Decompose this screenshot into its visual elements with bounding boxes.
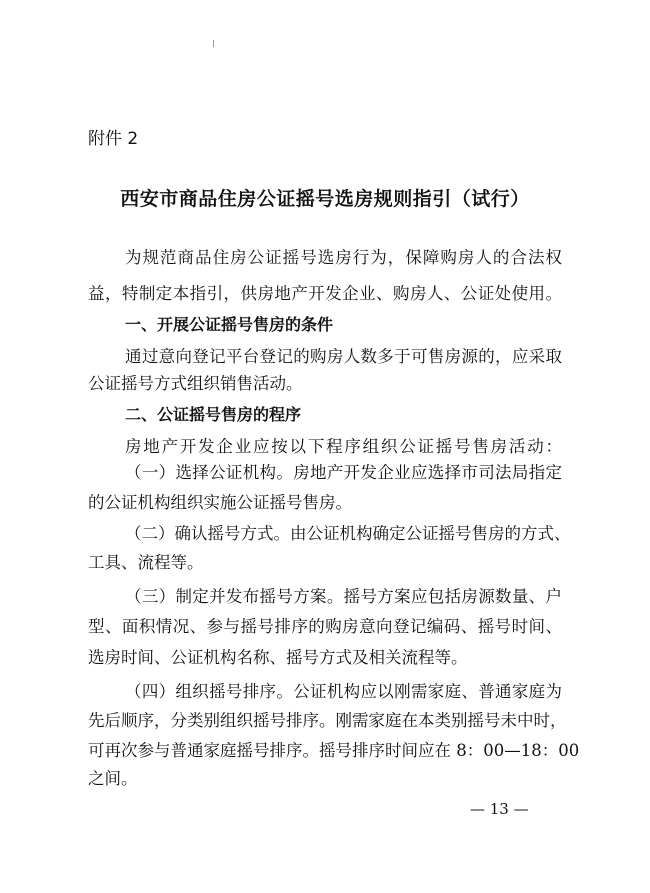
paragraph-line: 先后顺序，分类别组织摇号排序。刚需家庭在本类别摇号未中时， bbox=[88, 711, 567, 730]
paragraph-line: （四）组织摇号排序。公证机构应以刚需家庭、普通家庭为 bbox=[125, 682, 562, 701]
paragraph-line: （三）制定并发布摇号方案。摇号方案应包括房源数量、户 bbox=[125, 587, 562, 606]
scan-mark bbox=[213, 40, 214, 47]
paragraph-line: 通过意向登记平台登记的购房人数多于可售房源的，应采取 bbox=[125, 347, 562, 366]
paragraph-line: （一）选择公证机构。房地产开发企业应选择市司法局指定 bbox=[125, 463, 562, 482]
attachment-label: 附件 2 bbox=[88, 129, 139, 149]
paragraph-line: 为规范商品住房公证摇号选房行为，保障购房人的合法权 bbox=[125, 248, 562, 267]
paragraph-line: 公证摇号方式组织销售活动。 bbox=[88, 374, 303, 393]
section-heading-1: 一、开展公证摇号售房的条件 bbox=[125, 315, 334, 334]
paragraph-line: 的公证机构组织实施公证摇号售房。 bbox=[88, 493, 352, 512]
paragraph-line: 可再次参与普通家庭摇号排序。摇号排序时间应在 8：00—18：00 bbox=[88, 741, 580, 760]
section-heading-2: 二、公证摇号售房的程序 bbox=[125, 405, 302, 424]
paragraph-line: 之间。 bbox=[88, 769, 138, 788]
document-title: 西安市商品住房公证摇号选房规则指引（试行） bbox=[120, 188, 530, 210]
paragraph-line: （二）确认摇号方式。由公证机构确定公证摇号售房的方式、 bbox=[125, 524, 571, 543]
paragraph-line: 益，特制定本指引，供房地产开发企业、购房人、公证处使用。 bbox=[88, 284, 562, 303]
paragraph-line: 工具、流程等。 bbox=[88, 553, 204, 572]
paragraph-line: 选房时间、公证机构名称、摇号方式及相关流程等。 bbox=[88, 648, 468, 667]
page-number: — 13 — bbox=[470, 800, 529, 818]
paragraph-line: 房地产开发企业应按以下程序组织公证摇号售房活动： bbox=[125, 437, 562, 456]
paragraph-line: 型、面积情况、参与摇号排序的购房意向登记编码、摇号时间、 bbox=[88, 617, 562, 636]
